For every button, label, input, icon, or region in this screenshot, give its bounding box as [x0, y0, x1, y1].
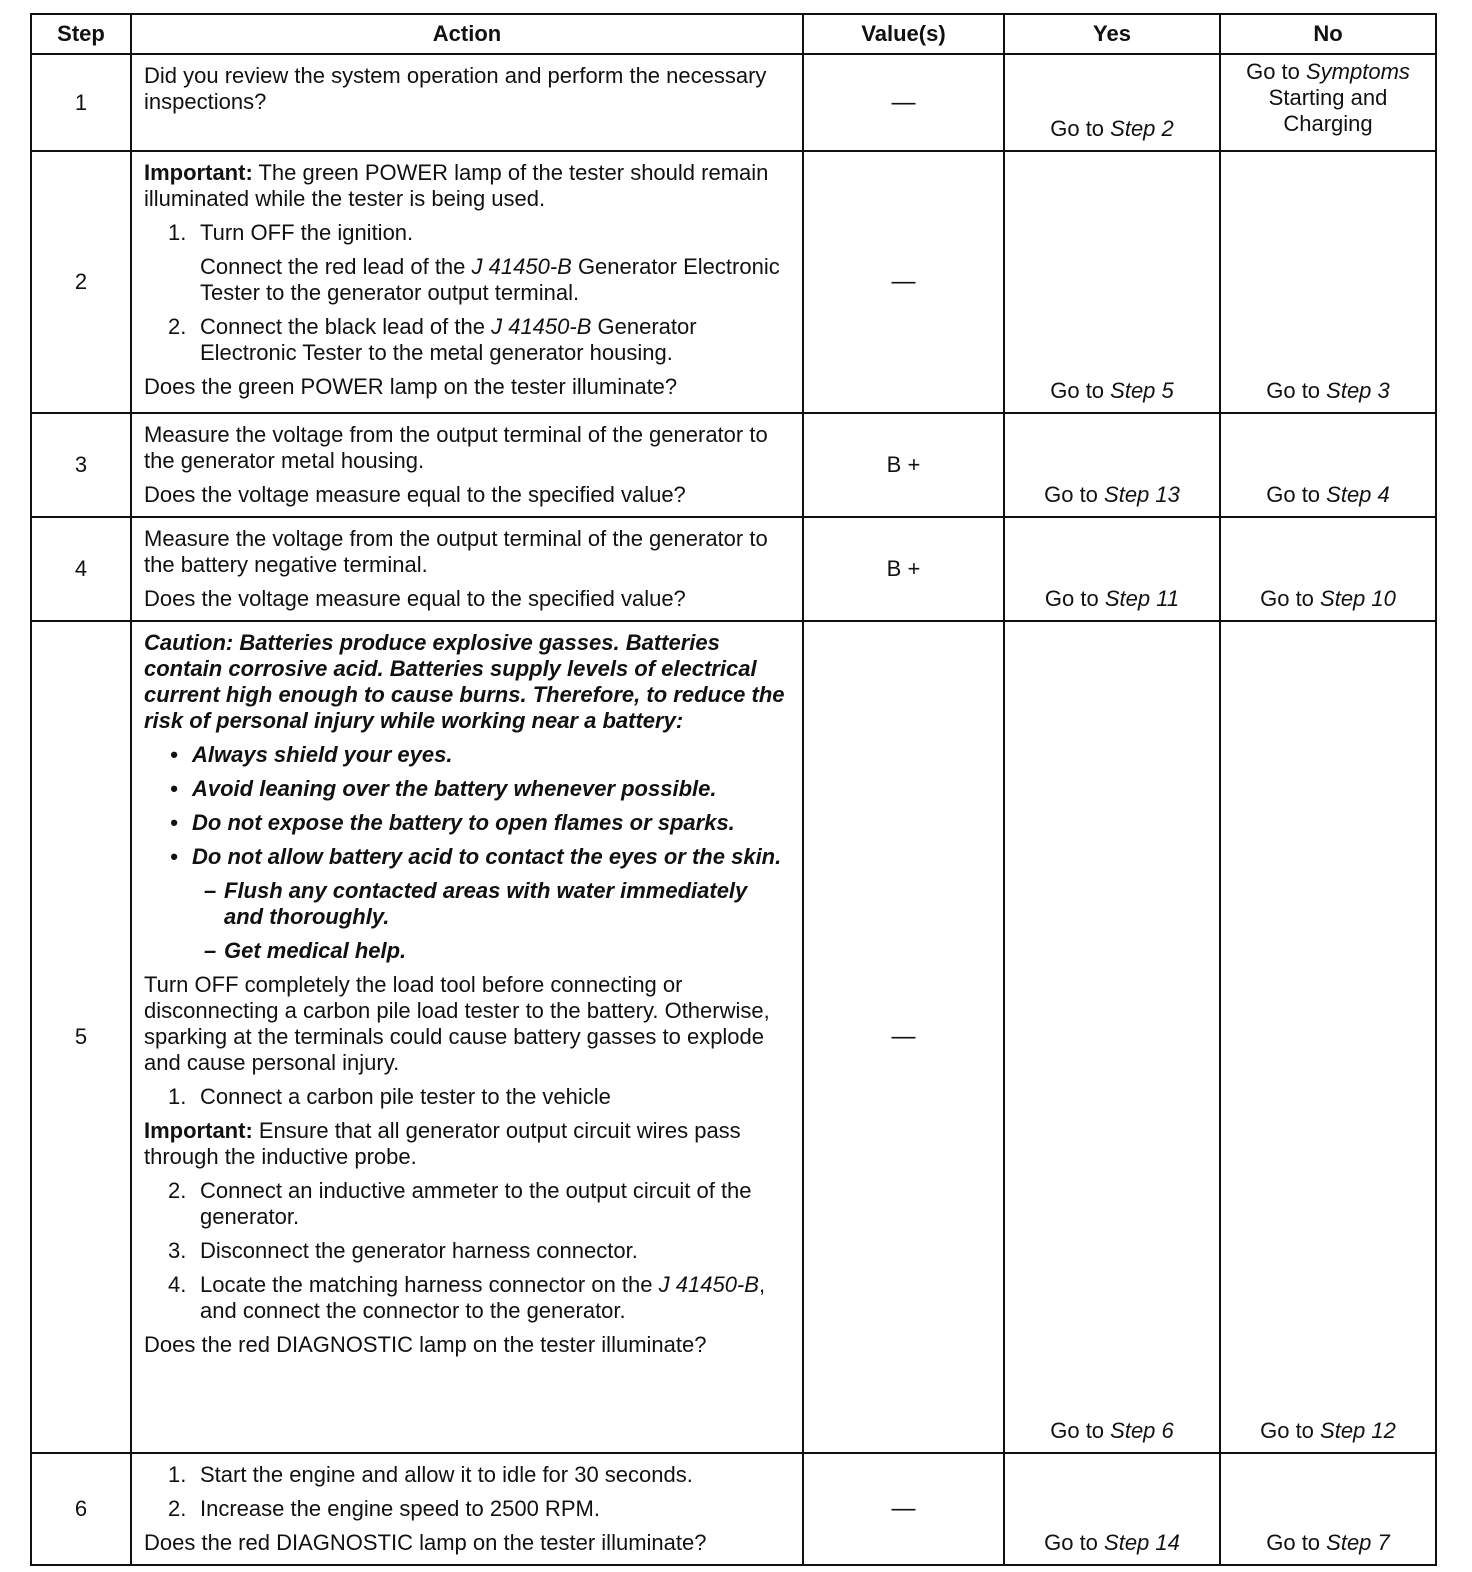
step-number: 6	[31, 1453, 131, 1565]
no-cell: Go to Symptoms Starting and Charging	[1220, 54, 1436, 151]
yes-link: Step 6	[1110, 1418, 1174, 1443]
question-text: Does the voltage measure equal to the specified value?	[144, 482, 686, 507]
value-cell: B +	[803, 413, 1004, 517]
header-step: Step	[31, 14, 131, 54]
table-row	[31, 413, 1436, 517]
bullet-icon: •	[170, 742, 178, 767]
yes-cell: Go to Step 14	[1004, 1453, 1220, 1565]
table-row	[31, 621, 1436, 1453]
no-link: Step 10	[1320, 586, 1396, 611]
question-text: Does the red DIAGNOSTIC lamp on the tester illuminate?	[144, 1332, 707, 1357]
header-action: Action	[131, 14, 803, 54]
value-cell: B +	[803, 517, 1004, 621]
question-text: Does the green POWER lamp on the tester illuminate?	[144, 374, 678, 399]
step-number: 2	[31, 151, 131, 413]
bullet-icon: •	[170, 810, 178, 835]
action-cell: 1. Start the engine and allow it to idle for 30 seconds. 2. Increase the engine speed to 2500 RPM. Does the red DIAGNOSTIC lamp on the tester illuminate?	[131, 1453, 803, 1565]
step-number: 1	[31, 54, 131, 151]
header-no: No	[1220, 14, 1436, 54]
no-link: Step 3	[1326, 378, 1390, 403]
value-cell: —	[803, 621, 1004, 1453]
important-label: Important:	[144, 1118, 253, 1143]
dash-icon: –	[204, 938, 217, 963]
header-row	[31, 14, 1436, 54]
yes-cell: Go to Step 11	[1004, 517, 1220, 621]
action-cell	[131, 54, 803, 151]
step-number: 3	[31, 413, 131, 517]
action-text: Did you review the system operation and perform the necessary inspections?	[144, 63, 767, 114]
action-cell: Measure the voltage from the output terminal of the generator to the battery negative terminal. Does the voltage measure equal to the specified value?	[131, 517, 803, 621]
table-row	[31, 517, 1436, 621]
value-cell: —	[803, 54, 1004, 151]
step-number: 4	[31, 517, 131, 621]
question-text: Does the voltage measure equal to the specified value?	[144, 586, 686, 611]
bullet-icon: •	[170, 776, 178, 801]
yes-cell: Go to Step 6	[1004, 621, 1220, 1453]
no-cell: Go to Step 4	[1220, 413, 1436, 517]
header-yes: Yes	[1004, 14, 1220, 54]
no-link: Symptoms	[1306, 59, 1410, 84]
diagnostic-table	[30, 13, 1437, 1566]
value-cell: —	[803, 1453, 1004, 1565]
action-cell: Measure the voltage from the output terminal of the generator to the generator metal housing. Does the voltage measure equal to the specified value?	[131, 413, 803, 517]
yes-link: Step 2	[1110, 116, 1174, 141]
question-text: Does the red DIAGNOSTIC lamp on the tester illuminate?	[144, 1530, 707, 1555]
table-row	[31, 1453, 1436, 1565]
table-row	[31, 54, 1436, 151]
yes-cell: Go to Step 2	[1004, 54, 1220, 151]
yes-cell: Go to Step 13	[1004, 413, 1220, 517]
no-cell: Go to Step 12	[1220, 621, 1436, 1453]
no-link: Step 7	[1326, 1530, 1390, 1555]
step-number: 5	[31, 621, 131, 1453]
yes-cell: Go to Step 5	[1004, 151, 1220, 413]
no-link: Step 4	[1326, 482, 1390, 507]
no-cell: Go to Step 10	[1220, 517, 1436, 621]
value-cell: —	[803, 151, 1004, 413]
no-cell: Go to Step 3	[1220, 151, 1436, 413]
caution-text: Caution: Batteries produce explosive gasses. Batteries contain corrosive acid. Batteries supply levels of electrical current high enough to cause burns. Therefore, to reduce the risk of personal injury while working near a battery:	[144, 630, 785, 733]
yes-link: Step 13	[1104, 482, 1180, 507]
table-row	[31, 151, 1436, 413]
yes-link: Step 14	[1104, 1530, 1180, 1555]
no-cell: Go to Step 7	[1220, 1453, 1436, 1565]
bullet-icon: •	[170, 844, 178, 869]
dash-icon: –	[204, 878, 217, 903]
yes-link: Step 5	[1110, 378, 1174, 403]
note-text: Turn OFF completely the load tool before connecting or disconnecting a carbon pile load tester to the battery. Otherwise, sparking at the terminals could cause battery gasses to explode and cause personal injury.	[144, 972, 770, 1075]
yes-link: Step 11	[1104, 586, 1180, 611]
important-label: Important:	[144, 160, 253, 185]
no-link: Step 12	[1320, 1418, 1396, 1443]
action-cell: Caution: Batteries produce explosive gasses. Batteries contain corrosive acid. Batteries supply levels of electrical current high enough to cause burns. Therefore, to reduce the risk of personal injury while working near a battery: • Always shield your eyes. • Avoid leaning over the battery whenever possible. • Do not expose the battery to open flames or sparks. • Do not allow battery acid to contact the eyes or the skin. – Flush any contacted areas with water immediately and thoroughly. – Get medical help. Turn OFF completely the load tool before connecting or disconnecting a carbon pile load tester to the battery. Otherwise, sparking at the terminals could cause battery gasses to explode and cause personal injury. 1. Connect a carbon pile tester to the vehicle Important: Ensure that all generator output circuit wires pass through the inductive probe. 2. Connect an inductive ammeter to the output circuit of the generator. 3. Disconnect the generator harness connector. 4. Locate the matching harness connector on the J 41450-B, and connect the connector to the generator. Does the red DIAGNOSTIC lamp on the tester illuminate?	[131, 621, 803, 1453]
header-values: Value(s)	[803, 14, 1004, 54]
action-cell: Important: The green POWER lamp of the tester should remain illuminated while the tester is being used. 1. Turn OFF the ignition. Connect the red lead of the J 41450-B Generator Electronic Tester to the generator output terminal. 2. Connect the black lead of the J 41450-B Generator Electronic Tester to the metal generator housing. Does the green POWER lamp on the tester illuminate?	[131, 151, 803, 413]
